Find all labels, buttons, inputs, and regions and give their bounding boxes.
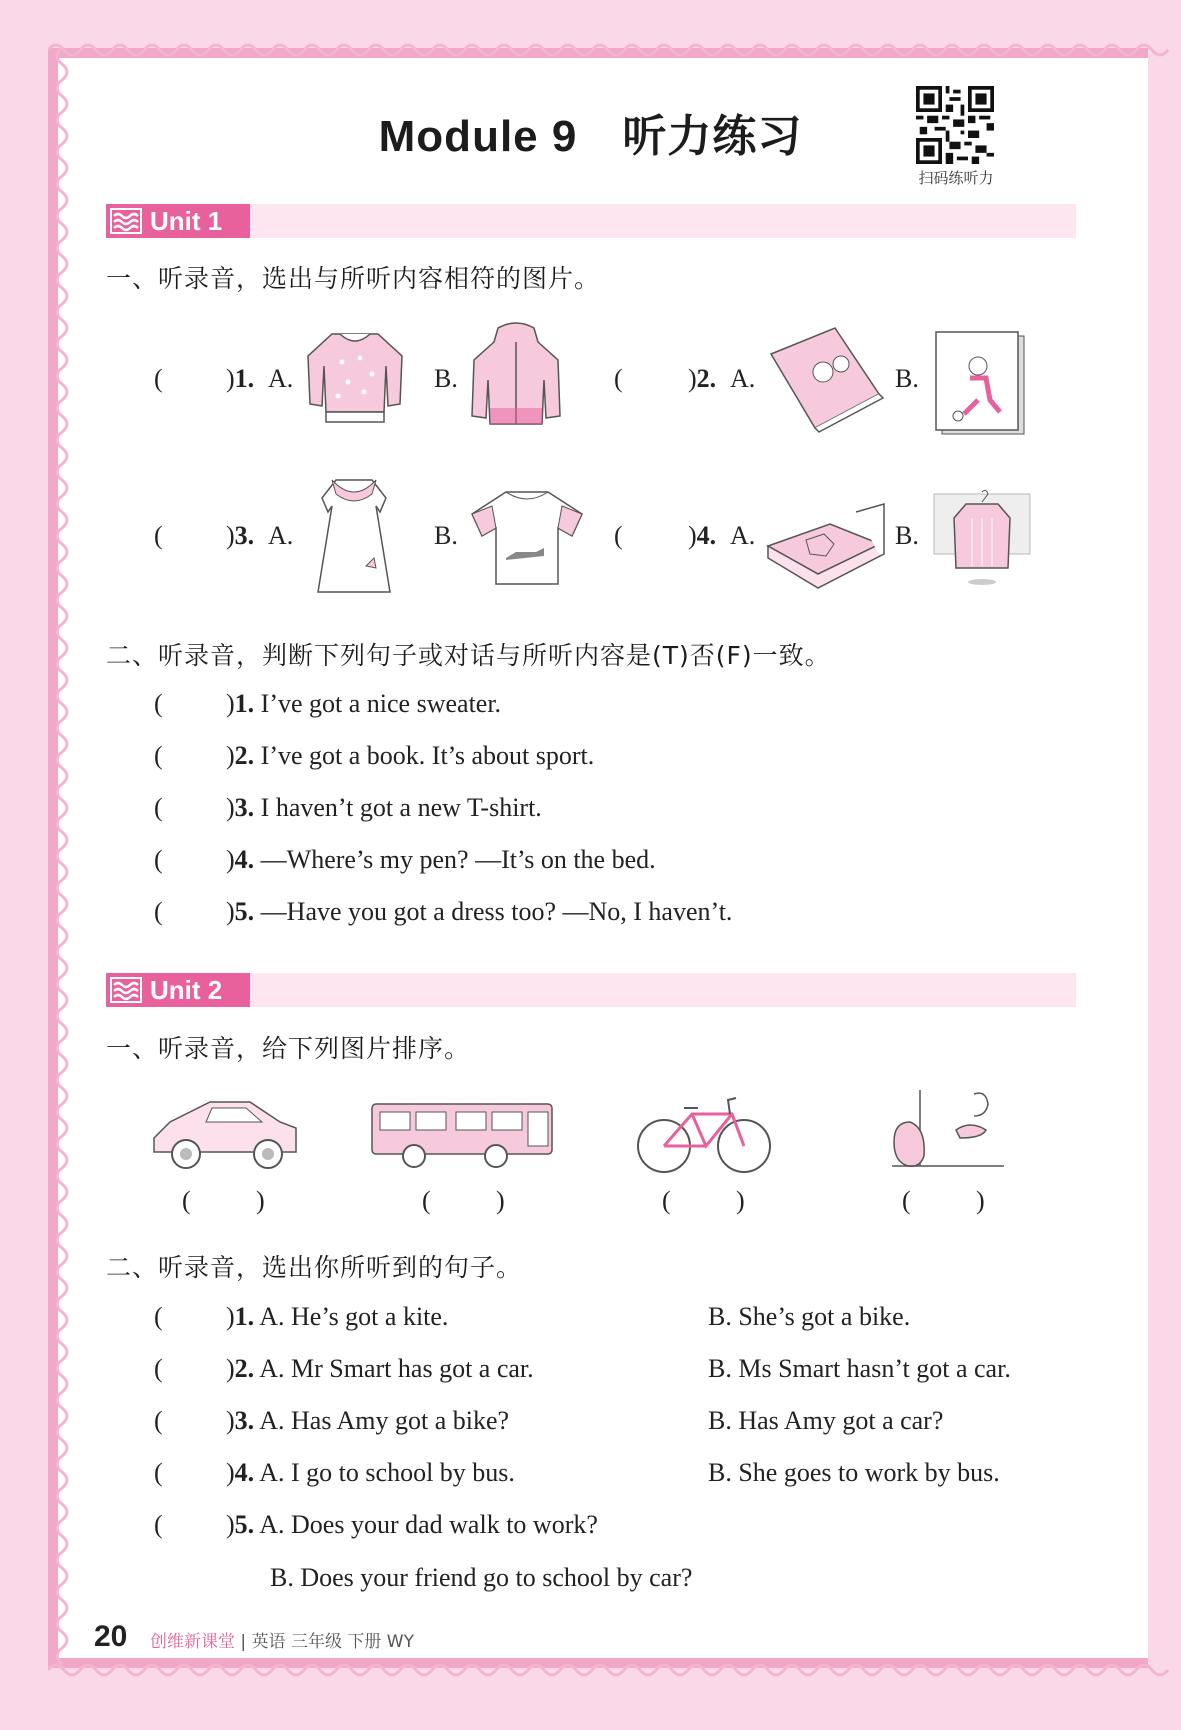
car-picture[interactable] <box>150 1094 300 1172</box>
unit2-label: Unit 2 <box>150 974 223 1005</box>
answer-blank-bike[interactable]: ( <box>662 1186 671 1215</box>
book-animals-picture[interactable] <box>765 324 885 434</box>
footer-book-info: 英语 三年级 下册 WY <box>251 1632 414 1652</box>
tshirt-picture[interactable] <box>468 488 586 588</box>
hanging-sweater-picture[interactable] <box>932 488 1032 588</box>
bus-picture[interactable] <box>370 1100 556 1170</box>
sentence: I’ve got a nice sweater. <box>260 689 502 718</box>
answer-blank[interactable]: ( <box>154 1510 163 1539</box>
walking-feet-picture[interactable] <box>890 1086 1006 1170</box>
item-num: 3. <box>234 1406 255 1435</box>
option-b-label[interactable]: B. <box>895 521 919 550</box>
option-b[interactable]: B. Has Amy got a car? <box>708 1406 944 1435</box>
item-num: 2. <box>234 741 255 770</box>
page-title: Module 9 听力练习 <box>378 112 803 161</box>
answer-blank[interactable]: ( <box>154 364 163 393</box>
answer-blank[interactable]: ( <box>154 741 163 770</box>
answer-blank[interactable]: ( <box>154 1302 163 1331</box>
answer-blank[interactable]: ( <box>614 521 623 550</box>
option-a[interactable]: A. I go to school by bus. <box>259 1458 515 1487</box>
option-a-label[interactable]: A. <box>730 521 756 550</box>
answer-blank[interactable]: ( <box>154 793 163 822</box>
answer-blank-car[interactable]: ( <box>182 1186 191 1215</box>
option-a-label[interactable]: A. <box>268 521 294 550</box>
unit1-tab <box>106 204 250 238</box>
wavy-border-top <box>48 40 1181 60</box>
sweater-picture[interactable] <box>302 326 408 426</box>
sport-book-picture[interactable] <box>934 330 1028 436</box>
unit2-part1-heading: 一、听录音，给下列图片排序。 <box>106 1034 471 1063</box>
item-num: 5. <box>234 897 255 926</box>
answer-blank[interactable]: ( <box>154 1354 163 1383</box>
unit2-tab <box>106 973 250 1007</box>
unit2-part2-heading: 二、听录音，选出你所听到的句子。 <box>106 1253 523 1282</box>
item-num: 5. <box>234 1510 255 1539</box>
item-num: 1. <box>234 364 255 393</box>
bike-picture[interactable] <box>636 1092 772 1174</box>
unit1-part1-heading: 一、听录音，选出与所听内容相符的图片。 <box>106 264 601 293</box>
item-num: 4. <box>234 845 255 874</box>
bed-with-sweater-picture[interactable] <box>760 494 886 590</box>
item-num: 4. <box>696 521 717 550</box>
waves-icon <box>110 977 142 1003</box>
answer-blank[interactable]: ( <box>154 689 163 718</box>
answer-blank-walk[interactable]: ( <box>902 1186 911 1215</box>
option-b[interactable]: B. She’s got a bike. <box>708 1302 911 1331</box>
item-num: 1. <box>234 689 255 718</box>
sentence: —Where’s my pen? —It’s on the bed. <box>260 845 656 874</box>
option-b[interactable]: B. Ms Smart hasn’t got a car. <box>708 1354 1011 1383</box>
dress-picture[interactable] <box>306 474 402 598</box>
item-num: 1. <box>234 1302 255 1331</box>
unit1-banner <box>106 204 1076 238</box>
option-a[interactable]: A. Mr Smart has got a car. <box>259 1354 534 1383</box>
sentence: —Have you got a dress too? —No, I haven’t. <box>260 897 733 926</box>
answer-blank[interactable]: ( <box>154 897 163 926</box>
wavy-border-bottom <box>48 1660 1181 1680</box>
item-num: 2. <box>234 1354 255 1383</box>
answer-blank[interactable]: ( <box>154 1406 163 1435</box>
item-num: 3. <box>234 521 255 550</box>
unit2-banner <box>106 973 1076 1007</box>
sentence: I haven’t got a new T-shirt. <box>260 793 542 822</box>
item-num: 4. <box>234 1458 255 1487</box>
hoodie-jacket-picture[interactable] <box>468 320 564 430</box>
waves-icon <box>110 208 142 234</box>
page-number: 20 <box>94 1620 128 1653</box>
item-num: 2. <box>696 364 717 393</box>
wavy-border-left <box>52 48 72 1668</box>
answer-blank[interactable]: ( <box>154 845 163 874</box>
option-a[interactable]: A. Does your dad walk to work? <box>259 1510 598 1539</box>
footer-brand: 创维新课堂 <box>150 1632 235 1652</box>
qr-label: 扫码练听力 <box>918 169 994 187</box>
option-b[interactable]: B. She goes to work by bus. <box>708 1458 1000 1487</box>
item-num: 3. <box>234 793 255 822</box>
option-a-label[interactable]: A. <box>268 364 294 393</box>
sentence: I’ve got a book. It’s about sport. <box>260 741 595 770</box>
answer-blank[interactable]: ( <box>614 364 623 393</box>
footer-info: 创维新课堂 | 英语 三年级 下册 WY <box>150 1632 414 1652</box>
unit1-label: Unit 1 <box>150 205 223 236</box>
answer-blank-bus[interactable]: ( <box>422 1186 431 1215</box>
option-a[interactable]: A. He’s got a kite. <box>259 1302 449 1331</box>
option-a-label[interactable]: A. <box>730 364 756 393</box>
option-a[interactable]: A. Has Amy got a bike? <box>259 1406 510 1435</box>
unit1-part2-heading: 二、听录音，判断下列句子或对话与所听内容是(T)否(F)一致。 <box>106 641 831 670</box>
option-b[interactable]: B. Does your friend go to school by car? <box>270 1563 693 1592</box>
answer-blank[interactable]: ( <box>154 1458 163 1487</box>
option-b-label[interactable]: B. <box>895 364 919 393</box>
qr-code-icon[interactable] <box>916 86 994 164</box>
option-b-label[interactable]: B. <box>434 364 458 393</box>
answer-blank[interactable]: ( <box>154 521 163 550</box>
option-b-label[interactable]: B. <box>434 521 458 550</box>
